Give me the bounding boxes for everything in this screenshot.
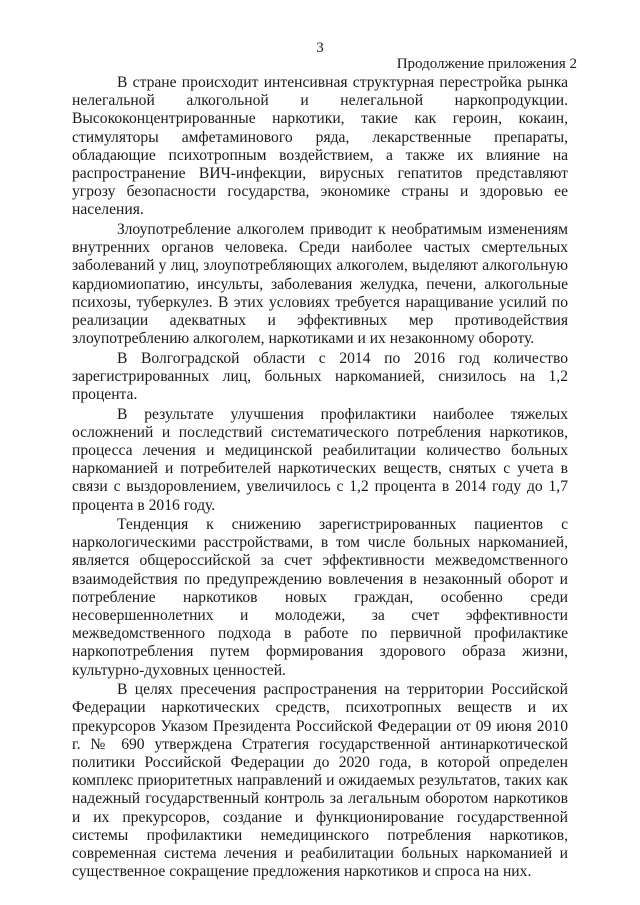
appendix-continuation-note: Продолжение приложения 2 [396,56,577,72]
paragraph-prevention-results: В результате улучшения профилактики наиболее тяжелых осложнений и последствий систематического потребления наркотиков, процесса лечения и медицинской реабилитации количество больных наркоманией и потребителей наркотических веществ, снятых с учета в связи с выздоровлением, увеличилось с 1,2 процента в 2014 году до 1,7 процента в 2016 году. [72,405,568,514]
page-number: 3 [316,40,324,56]
document-body [72,74,568,883]
paragraph-market-restructuring: В стране происходит интенсивная структурная перестройка рынка нелегальной алкогольной и нелегальной наркопродукции. Высококонцентрированные наркотики, такие как героин, кокаин, стимуляторы амфетаминового ряда, лекарственные препараты, обладающие психотропным воздействием, а также их влияние на распространение ВИЧ-инфекции, вирусных гепатитов представляют угрозу безопасности государства, экономике страны и здоровью ее населения. [72,74,568,219]
paragraph-alcohol-abuse: Злоупотребление алкоголем приводит к необратимым изменениям внутренних органов человека. Среди наиболее частых смертельных заболеваний у лиц, злоупотребляющих алкоголем, выделяют алкогольную кардиомиопатию, инсульты, заболевания желудка, печени, алкогольные психозы, туберкулез. В этих условиях требуется наращивание усилий по реализации адекватных и эффективных мер противодействия злоупотреблению алкоголем, наркотиками и их незаконному обороту. [72,220,568,348]
paragraph-strategy-decree: В целях пресечения распространения на территории Российской Федерации наркотических средств, психотропных веществ и их прекурсоров Указом Президента Российской Федерации от 09 июня 2010 г. № 690 утверждена Стратегия государственной антинаркотической политики Российской Федерации до 2020 года, в которой определен комплекс приоритетных направлений и ожидаемых результатов, таких как надежный государственный контроль за легальным оборотом наркотиков и их прекурсоров, создание и функционирование государственной системы профилактики немедицинского потребления наркотиков, современная система лечения и реабилитации больных наркоманией и существенное сокращение предложения наркотиков и спроса на них. [72,681,568,881]
paragraph-trend: Тенденция к снижению зарегистрированных пациентов с наркологическими расстройствами, в том числе больных наркоманией, является общероссийской за счет эффективности межведомственного взаимодействия по предупреждению вовлечения в незаконный оборот и потребление наркотиков новых граждан, особенно среди несовершеннолетних и молодежи, за счет эффективности межведомственного подхода в работе по первичной профилактике наркопотребления путем формирования здорового образа жизни, культурно-духовных ценностей. [72,516,568,679]
paragraph-volgograd-statistics: В Волгоградской области с 2014 по 2016 год количество зарегистрированных лиц, больных наркоманией, снизилось на 1,2 процента. [72,349,568,404]
